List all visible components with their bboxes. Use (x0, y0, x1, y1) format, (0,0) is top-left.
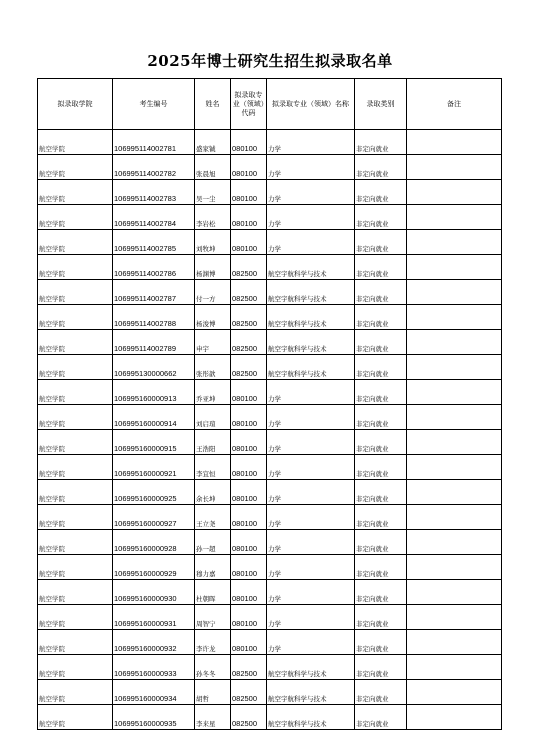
row-college: 航空学院 (38, 680, 113, 705)
header-note: 备注 (407, 79, 502, 130)
row-major-name: 力学 (267, 580, 355, 605)
row-note (407, 680, 502, 705)
row-name: 盛家铖 (195, 130, 231, 155)
row-major-name: 航空宇航科学与技术 (267, 355, 355, 380)
row-note (407, 255, 502, 280)
row-name: 刘牧坤 (195, 230, 231, 255)
row-college: 航空学院 (38, 605, 113, 630)
row-candidate-id: 106995160000925 (113, 480, 195, 505)
row-note (407, 380, 502, 405)
row-college: 航空学院 (38, 580, 113, 605)
row-college: 航空学院 (38, 705, 113, 730)
row-name: 李岩松 (195, 205, 231, 230)
row-major-code: 080100 (231, 130, 267, 155)
row-candidate-id: 106995130000662 (113, 355, 195, 380)
row-name: 杜朝晖 (195, 580, 231, 605)
row-category: 非定向就业 (355, 680, 407, 705)
row-major-name: 力学 (267, 455, 355, 480)
row-note (407, 455, 502, 480)
row-major-code: 082500 (231, 280, 267, 305)
table-body (38, 130, 502, 730)
row-note (407, 155, 502, 180)
row-name: 乔亚坤 (195, 380, 231, 405)
table-row (38, 630, 502, 655)
row-name: 杨渊博 (195, 255, 231, 280)
header-college: 拟录取学院 (38, 79, 113, 130)
row-note (407, 355, 502, 380)
row-candidate-id: 106995160000935 (113, 705, 195, 730)
row-name: 余长坤 (195, 480, 231, 505)
row-major-name: 力学 (267, 530, 355, 555)
row-name: 李宜恒 (195, 455, 231, 480)
row-college: 航空学院 (38, 480, 113, 505)
row-name: 杨浚博 (195, 305, 231, 330)
row-college: 航空学院 (38, 505, 113, 530)
row-category: 非定向就业 (355, 630, 407, 655)
header-category: 录取类别 (355, 79, 407, 130)
row-college: 航空学院 (38, 205, 113, 230)
row-major-name: 航空宇航科学与技术 (267, 680, 355, 705)
row-major-name: 航空宇航科学与技术 (267, 280, 355, 305)
row-note (407, 705, 502, 730)
table-row (38, 205, 502, 230)
row-category: 非定向就业 (355, 255, 407, 280)
row-major-code: 082500 (231, 330, 267, 355)
row-candidate-id: 106995160000927 (113, 505, 195, 530)
row-note (407, 530, 502, 555)
row-major-code: 082500 (231, 655, 267, 680)
row-major-code: 080100 (231, 455, 267, 480)
row-note (407, 230, 502, 255)
row-category: 非定向就业 (355, 605, 407, 630)
row-major-name: 力学 (267, 205, 355, 230)
row-category: 非定向就业 (355, 705, 407, 730)
row-major-name: 航空宇航科学与技术 (267, 255, 355, 280)
row-candidate-id: 106995114002784 (113, 205, 195, 230)
row-candidate-id: 106995160000929 (113, 555, 195, 580)
row-category: 非定向就业 (355, 505, 407, 530)
row-category: 非定向就业 (355, 580, 407, 605)
row-major-code: 082500 (231, 680, 267, 705)
row-name: 王浩阳 (195, 430, 231, 455)
row-college: 航空学院 (38, 655, 113, 680)
row-candidate-id: 106995160000914 (113, 405, 195, 430)
row-major-code: 080100 (231, 430, 267, 455)
row-major-code: 080100 (231, 555, 267, 580)
row-college: 航空学院 (38, 405, 113, 430)
row-college: 航空学院 (38, 530, 113, 555)
row-major-code: 080100 (231, 405, 267, 430)
row-major-name: 航空宇航科学与技术 (267, 305, 355, 330)
table-row (38, 380, 502, 405)
row-major-name: 力学 (267, 555, 355, 580)
header-major-code: 拟录取专业（领域）代码 (231, 79, 267, 130)
row-name: 付一方 (195, 280, 231, 305)
row-name: 穆力嘉 (195, 555, 231, 580)
table-row (38, 130, 502, 155)
row-note (407, 480, 502, 505)
row-category: 非定向就业 (355, 155, 407, 180)
row-major-code: 080100 (231, 380, 267, 405)
table-row (38, 605, 502, 630)
row-note (407, 655, 502, 680)
row-college: 航空学院 (38, 355, 113, 380)
row-major-code: 080100 (231, 155, 267, 180)
row-major-code: 080100 (231, 480, 267, 505)
row-college: 航空学院 (38, 130, 113, 155)
row-major-code: 082500 (231, 705, 267, 730)
row-note (407, 430, 502, 455)
table-row (38, 580, 502, 605)
row-name: 胡哲 (195, 680, 231, 705)
row-major-code: 080100 (231, 205, 267, 230)
row-college: 航空学院 (38, 430, 113, 455)
row-college: 航空学院 (38, 330, 113, 355)
row-category: 非定向就业 (355, 355, 407, 380)
row-candidate-id: 106995160000932 (113, 630, 195, 655)
row-major-name: 力学 (267, 230, 355, 255)
row-name: 吴一尘 (195, 180, 231, 205)
row-candidate-id: 106995114002788 (113, 305, 195, 330)
row-college: 航空学院 (38, 155, 113, 180)
row-major-code: 080100 (231, 505, 267, 530)
table-row (38, 680, 502, 705)
row-candidate-id: 106995114002787 (113, 280, 195, 305)
row-major-code: 082500 (231, 355, 267, 380)
row-note (407, 505, 502, 530)
row-category: 非定向就业 (355, 280, 407, 305)
row-major-code: 082500 (231, 305, 267, 330)
row-college: 航空学院 (38, 255, 113, 280)
table-row (38, 280, 502, 305)
row-college: 航空学院 (38, 180, 113, 205)
row-note (407, 580, 502, 605)
table-row (38, 230, 502, 255)
row-name: 刘启瑄 (195, 405, 231, 430)
row-candidate-id: 106995114002785 (113, 230, 195, 255)
table-row (38, 180, 502, 205)
row-note (407, 205, 502, 230)
row-major-name: 力学 (267, 630, 355, 655)
row-note (407, 180, 502, 205)
row-note (407, 555, 502, 580)
row-college: 航空学院 (38, 280, 113, 305)
table-row (38, 505, 502, 530)
row-major-name: 力学 (267, 430, 355, 455)
row-major-code: 080100 (231, 230, 267, 255)
row-category: 非定向就业 (355, 330, 407, 355)
row-note (407, 130, 502, 155)
row-candidate-id: 106995114002789 (113, 330, 195, 355)
row-category: 非定向就业 (355, 430, 407, 455)
row-college: 航空学院 (38, 380, 113, 405)
row-category: 非定向就业 (355, 305, 407, 330)
row-college: 航空学院 (38, 555, 113, 580)
admission-table (37, 78, 502, 730)
row-major-code: 080100 (231, 580, 267, 605)
row-college: 航空学院 (38, 230, 113, 255)
row-college: 航空学院 (38, 630, 113, 655)
row-name: 孙一超 (195, 530, 231, 555)
row-category: 非定向就业 (355, 130, 407, 155)
row-category: 非定向就业 (355, 380, 407, 405)
row-candidate-id: 106995160000928 (113, 530, 195, 555)
row-category: 非定向就业 (355, 180, 407, 205)
row-major-name: 航空宇航科学与技术 (267, 705, 355, 730)
row-candidate-id: 106995160000931 (113, 605, 195, 630)
row-major-name: 力学 (267, 155, 355, 180)
row-candidate-id: 106995160000930 (113, 580, 195, 605)
row-name: 李来星 (195, 705, 231, 730)
row-major-name: 力学 (267, 180, 355, 205)
row-category: 非定向就业 (355, 480, 407, 505)
row-candidate-id: 106995114002782 (113, 155, 195, 180)
table-row (38, 555, 502, 580)
table-row (38, 355, 502, 380)
row-college: 航空学院 (38, 455, 113, 480)
row-note (407, 330, 502, 355)
row-major-code: 082500 (231, 255, 267, 280)
header-candidate-id: 考生编号 (113, 79, 195, 130)
row-candidate-id: 106995160000921 (113, 455, 195, 480)
table-row (38, 480, 502, 505)
row-major-code: 080100 (231, 605, 267, 630)
row-major-name: 力学 (267, 405, 355, 430)
table-row (38, 255, 502, 280)
row-candidate-id: 106995160000933 (113, 655, 195, 680)
row-major-name: 力学 (267, 380, 355, 405)
row-name: 张彤歆 (195, 355, 231, 380)
row-candidate-id: 106995160000913 (113, 380, 195, 405)
row-candidate-id: 106995114002786 (113, 255, 195, 280)
row-category: 非定向就业 (355, 530, 407, 555)
row-name: 申宇 (195, 330, 231, 355)
row-note (407, 605, 502, 630)
table-row (38, 330, 502, 355)
table-row (38, 655, 502, 680)
row-candidate-id: 106995160000934 (113, 680, 195, 705)
row-name: 张晨旭 (195, 155, 231, 180)
row-major-name: 航空宇航科学与技术 (267, 655, 355, 680)
row-category: 非定向就业 (355, 455, 407, 480)
table-row (38, 305, 502, 330)
header-name: 姓名 (195, 79, 231, 130)
row-note (407, 405, 502, 430)
row-candidate-id: 106995114002783 (113, 180, 195, 205)
row-college: 航空学院 (38, 305, 113, 330)
row-major-name: 力学 (267, 130, 355, 155)
row-note (407, 305, 502, 330)
row-category: 非定向就业 (355, 205, 407, 230)
row-major-name: 力学 (267, 505, 355, 530)
table-row (38, 530, 502, 555)
row-major-code: 080100 (231, 630, 267, 655)
row-note (407, 630, 502, 655)
row-name: 王立尧 (195, 505, 231, 530)
table-row (38, 455, 502, 480)
row-major-code: 080100 (231, 530, 267, 555)
row-category: 非定向就业 (355, 230, 407, 255)
row-note (407, 280, 502, 305)
row-category: 非定向就业 (355, 405, 407, 430)
row-category: 非定向就业 (355, 655, 407, 680)
header-major-name: 拟录取专业（领域）名称 (267, 79, 355, 130)
row-major-name: 力学 (267, 480, 355, 505)
document-title: 2025年博士研究生招生拟录取名单 (147, 52, 393, 70)
row-major-code: 080100 (231, 180, 267, 205)
row-major-name: 力学 (267, 605, 355, 630)
table-header-row (38, 79, 502, 130)
row-name: 孙冬冬 (195, 655, 231, 680)
row-name: 周智宁 (195, 605, 231, 630)
row-category: 非定向就业 (355, 555, 407, 580)
table-row (38, 430, 502, 455)
row-name: 李许龙 (195, 630, 231, 655)
table-row (38, 155, 502, 180)
row-candidate-id: 106995160000915 (113, 430, 195, 455)
row-major-name: 航空宇航科学与技术 (267, 330, 355, 355)
row-candidate-id: 106995114002781 (113, 130, 195, 155)
table-row (38, 705, 502, 730)
table-row (38, 405, 502, 430)
